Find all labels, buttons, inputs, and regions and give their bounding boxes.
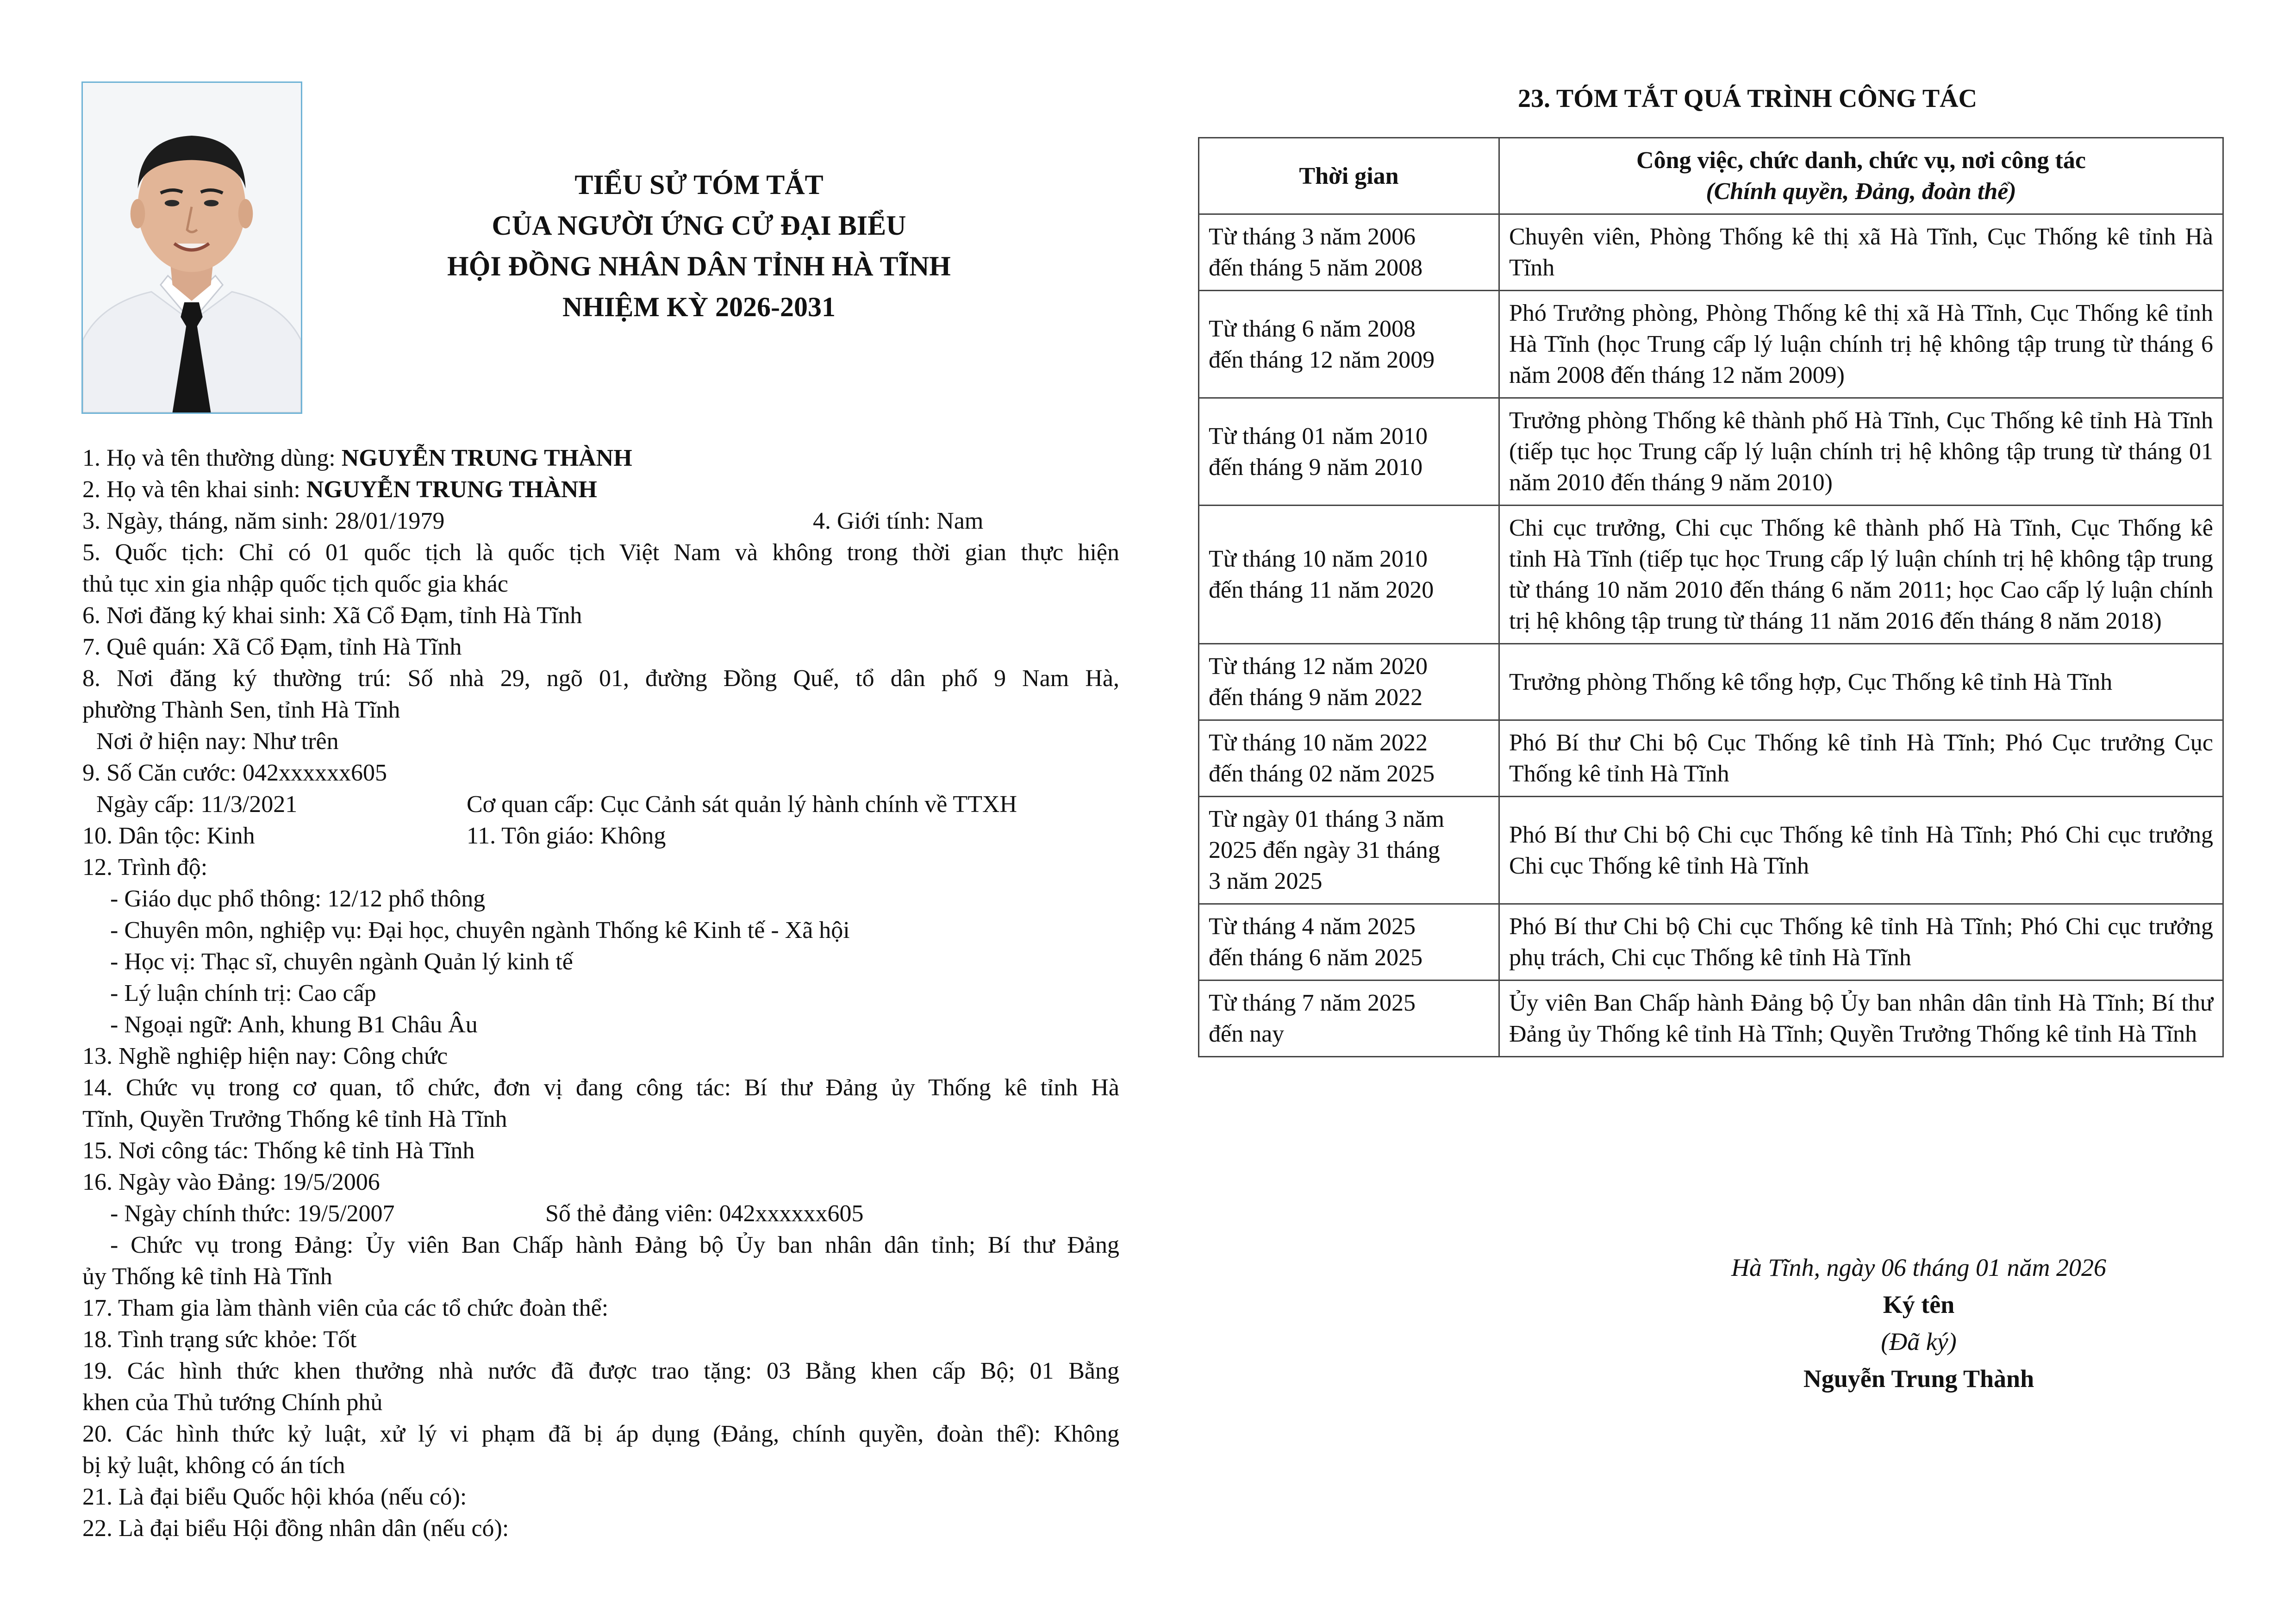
time-line: đến tháng 5 năm 2008 <box>1209 255 1423 281</box>
time-line: Từ tháng 4 năm 2025 <box>1209 913 1416 940</box>
person-icon <box>83 83 301 412</box>
job-cell: Phó Bí thư Chi bộ Chi cục Thống kê tỉnh Hà Tĩnh; Phó Chi cục trưởng Chi cục Thống kê tỉnh Hà Tĩnh <box>1499 797 2223 904</box>
bio-item-10-11 <box>82 820 1119 852</box>
work-history-title: 23. TÓM TẮT QUÁ TRÌNH CÔNG TÁC <box>1517 84 1978 113</box>
time-line: Từ tháng 01 năm 2010 <box>1209 423 1428 450</box>
time-cell <box>1199 981 1499 1057</box>
bio-item-22: 22. Là đại biểu Hội đồng nhân dân (nếu có): <box>82 1515 509 1542</box>
bio-item-16d: ủy Thống kê tỉnh Hà Tĩnh <box>82 1263 332 1290</box>
sign-role: Ký tên <box>1883 1291 1955 1318</box>
common-name: NGUYỄN TRUNG THÀNH <box>341 445 632 471</box>
bio-item-12d: - Lý luận chính trị: Cao cấp <box>110 980 376 1006</box>
time-cell <box>1199 720 1499 797</box>
time-line: 2025 đến ngày 31 tháng <box>1209 837 1440 863</box>
bio-item-1 <box>82 443 1119 474</box>
bio-item-16c: - Chức vụ trong Đảng: Ủy viên Ban Chấp hành Đảng bộ Ủy ban nhân dân tỉnh; Bí thư Đảng <box>110 1232 1119 1258</box>
bio-item-5a: 5. Quốc tịch: Chỉ có 01 quốc tịch là quốc tịch Việt Nam và không trong thời gian thực hiện <box>82 539 1119 566</box>
job-cell: Trưởng phòng Thống kê thành phố Hà Tĩnh, Cục Thống kê tỉnh Hà Tĩnh (tiếp tục học Trung cấp lý luận chính trị hệ không tập trung từ tháng 01 năm 2010 đến tháng 9 năm 2010) <box>1499 398 2223 506</box>
sign-date: Hà Tĩnh, ngày 06 tháng 01 năm 2026 <box>1731 1254 2106 1281</box>
table-row <box>1199 797 2223 904</box>
bio-list <box>82 443 1119 1544</box>
bio-item-8a: 8. Nơi đăng ký thường trú: Số nhà 29, ngõ 01, đường Đồng Quế, tổ dân phố 9 Nam Hà, <box>82 665 1119 692</box>
bio-item-9: 9. Số Căn cước: 042xxxxxx605 <box>82 760 387 786</box>
bio-item-16: 16. Ngày vào Đảng: 19/5/2006 <box>82 1169 380 1195</box>
work-history-table <box>1198 137 2224 1057</box>
table-row <box>1199 214 2223 291</box>
bio-label: 2. Họ và tên khai sinh: <box>82 476 306 503</box>
ethnicity: 10. Dân tộc: Kinh <box>82 823 255 849</box>
job-cell: Phó Bí thư Chi bộ Chi cục Thống kê tỉnh Hà Tĩnh; Phó Chi cục trưởng phụ trách, Chi cục Thống kê tỉnh Hà Tĩnh <box>1499 904 2223 981</box>
time-line: Từ tháng 12 năm 2020 <box>1209 653 1428 680</box>
job-cell: Chi cục trưởng, Chi cục Thống kê thành phố Hà Tĩnh, Cục Thống kê tỉnh Hà Tĩnh (tiếp tục học Trung cấp lý luận chính trị hệ không tập trung từ tháng 10 năm 2010 đến tháng 6 năm 2011; học Cao cấp lý luận chính trị hệ không tập trung từ tháng 11 năm 2016 đến tháng 8 năm 2018) <box>1499 506 2223 644</box>
table-row <box>1199 981 2223 1057</box>
time-line: Từ tháng 6 năm 2008 <box>1209 315 1416 342</box>
portrait-photo <box>81 81 302 414</box>
table-row <box>1199 398 2223 506</box>
gender: 4. Giới tính: Nam <box>813 508 984 534</box>
religion: 11. Tôn giáo: Không <box>467 823 666 849</box>
bio-item-3 <box>82 506 1119 537</box>
header-time: Thời gian <box>1199 138 1499 214</box>
time-line: Từ tháng 10 năm 2010 <box>1209 546 1428 572</box>
bio-item-20a: 20. Các hình thức kỷ luật, xử lý vi phạm đã bị áp dụng (Đảng, chính quyền, đoàn thể): Không <box>82 1421 1119 1447</box>
bio-item-13: 13. Nghề nghiệp hiện nay: Công chức <box>82 1043 448 1069</box>
job-cell: Phó Trưởng phòng, Phòng Thống kê thị xã Hà Tĩnh, Cục Thống kê tỉnh Hà Tĩnh (học Trung cấp lý luận chính trị hệ không tập trung từ tháng 6 năm 2008 đến tháng 12 năm 2009) <box>1499 291 2223 398</box>
time-line: Từ tháng 3 năm 2006 <box>1209 224 1416 250</box>
table-header-row <box>1199 138 2223 214</box>
official-date: - Ngày chính thức: 19/5/2007 <box>110 1200 395 1227</box>
bio-item-16-official <box>82 1198 1119 1230</box>
party-card-number: Số thẻ đảng viên: 042xxxxxx605 <box>545 1200 864 1227</box>
bio-item-12a: - Giáo dục phổ thông: 12/12 phổ thông <box>110 886 486 912</box>
bio-item-19a: 19. Các hình thức khen thưởng nhà nước đã được trao tặng: 03 Bằng khen cấp Bộ; 01 Bằng <box>82 1358 1119 1384</box>
bio-item-7: 7. Quê quán: Xã Cổ Đạm, tỉnh Hà Tĩnh <box>82 634 462 660</box>
header-job-title: Công việc, chức danh, chức vụ, nơi công tác <box>1636 147 2086 174</box>
time-line: 3 năm 2025 <box>1209 868 1323 894</box>
time-line: Từ tháng 10 năm 2022 <box>1209 730 1428 756</box>
table-row <box>1199 506 2223 644</box>
time-cell <box>1199 291 1499 398</box>
table-row <box>1199 291 2223 398</box>
bio-label: 1. Họ và tên thường dùng: <box>82 445 342 471</box>
document-title <box>352 164 1046 327</box>
bio-item-12c: - Học vị: Thạc sĩ, chuyên ngành Quản lý kinh tế <box>110 949 573 975</box>
title-line-1: TIỂU SỬ TÓM TẮT <box>574 169 824 200</box>
title-line-2: CỦA NGƯỜI ỨNG CỬ ĐẠI BIỂU <box>492 210 906 241</box>
bio-item-15: 15. Nơi công tác: Thống kê tỉnh Hà Tĩnh <box>82 1137 475 1164</box>
time-line: đến tháng 12 năm 2009 <box>1209 346 1435 373</box>
signed-note: (Đã ký) <box>1881 1328 1957 1355</box>
bio-item-14a: 14. Chức vụ trong cơ quan, tổ chức, đơn vị đang công tác: Bí thư Đảng ủy Thống kê tỉnh Hà <box>82 1074 1119 1101</box>
bio-item-17: 17. Tham gia làm thành viên của các tổ chức đoàn thể: <box>82 1295 609 1321</box>
bio-item-8c: Nơi ở hiện nay: Như trên <box>96 728 339 755</box>
time-line: đến tháng 02 năm 2025 <box>1209 761 1435 787</box>
table-row <box>1199 644 2223 720</box>
job-cell: Chuyên viên, Phòng Thống kê thị xã Hà Tĩnh, Cục Thống kê tỉnh Hà Tĩnh <box>1499 214 2223 291</box>
time-cell <box>1199 398 1499 506</box>
time-cell <box>1199 904 1499 981</box>
birth-date: 3. Ngày, tháng, năm sinh: 28/01/1979 <box>82 508 445 534</box>
bio-item-9-issue <box>82 789 1119 820</box>
time-line: đến tháng 9 năm 2010 <box>1209 454 1423 481</box>
header-job-subtitle: (Chính quyền, Đảng, đoàn thể) <box>1706 178 2016 205</box>
bio-item-20b: bị kỷ luật, không có án tích <box>82 1452 345 1479</box>
work-history-body <box>1199 214 2223 1057</box>
time-cell <box>1199 506 1499 644</box>
issuing-agency: Cơ quan cấp: Cục Cảnh sát quản lý hành chính về TTXH <box>467 791 1017 818</box>
time-line: đến tháng 11 năm 2020 <box>1209 577 1434 603</box>
birth-name: NGUYỄN TRUNG THÀNH <box>306 476 597 503</box>
time-cell <box>1199 797 1499 904</box>
bio-item-19b: khen của Thủ tướng Chính phủ <box>82 1389 383 1416</box>
bio-item-18: 18. Tình trạng sức khỏe: Tốt <box>82 1326 357 1353</box>
time-cell <box>1199 644 1499 720</box>
job-cell: Trưởng phòng Thống kê tổng hợp, Cục Thống kê tỉnh Hà Tĩnh <box>1499 644 2223 720</box>
bio-item-14b: Tĩnh, Quyền Trưởng Thống kê tỉnh Hà Tĩnh <box>82 1106 507 1132</box>
title-line-4: NHIỆM KỲ 2026-2031 <box>562 292 836 322</box>
signer-name: Nguyễn Trung Thành <box>1803 1365 2034 1393</box>
time-line: Từ tháng 7 năm 2025 <box>1209 990 1416 1016</box>
bio-item-12b: - Chuyên môn, nghiệp vụ: Đại học, chuyên ngành Thống kê Kinh tế - Xã hội <box>110 917 850 943</box>
time-line: đến nay <box>1209 1021 1285 1047</box>
bio-item-12e: - Ngoại ngữ: Anh, khung B1 Châu Âu <box>110 1012 478 1038</box>
time-line: đến tháng 6 năm 2025 <box>1209 944 1423 971</box>
bio-item-21: 21. Là đại biểu Quốc hội khóa (nếu có): <box>82 1484 467 1510</box>
bio-item-8b: phường Thành Sen, tỉnh Hà Tĩnh <box>82 697 400 723</box>
time-line: Từ ngày 01 tháng 3 năm <box>1209 806 1445 832</box>
table-row <box>1199 904 2223 981</box>
job-cell: Ủy viên Ban Chấp hành Đảng bộ Ủy ban nhân dân tỉnh Hà Tĩnh; Bí thư Đảng ủy Thống kê tỉnh Hà Tĩnh; Quyền Trưởng Thống kê tỉnh Hà Tĩnh <box>1499 981 2223 1057</box>
signature-block <box>1629 1249 2208 1397</box>
bio-item-6: 6. Nơi đăng ký khai sinh: Xã Cổ Đạm, tỉnh Hà Tĩnh <box>82 602 582 629</box>
header-job <box>1499 138 2223 214</box>
table-row <box>1199 720 2223 797</box>
time-line: đến tháng 9 năm 2022 <box>1209 684 1423 711</box>
issue-date: Ngày cấp: 11/3/2021 <box>96 791 298 818</box>
bio-item-12: 12. Trình độ: <box>82 854 208 881</box>
bio-item-5b: thủ tục xin gia nhập quốc tịch quốc gia khác <box>82 571 508 597</box>
job-cell: Phó Bí thư Chi bộ Cục Thống kê tỉnh Hà Tĩnh; Phó Cục trưởng Cục Thống kê tỉnh Hà Tĩnh <box>1499 720 2223 797</box>
title-line-3: HỘI ĐỒNG NHÂN DÂN TỈNH HÀ TĨNH <box>447 251 951 281</box>
time-cell <box>1199 214 1499 291</box>
bio-item-2 <box>82 474 1119 506</box>
